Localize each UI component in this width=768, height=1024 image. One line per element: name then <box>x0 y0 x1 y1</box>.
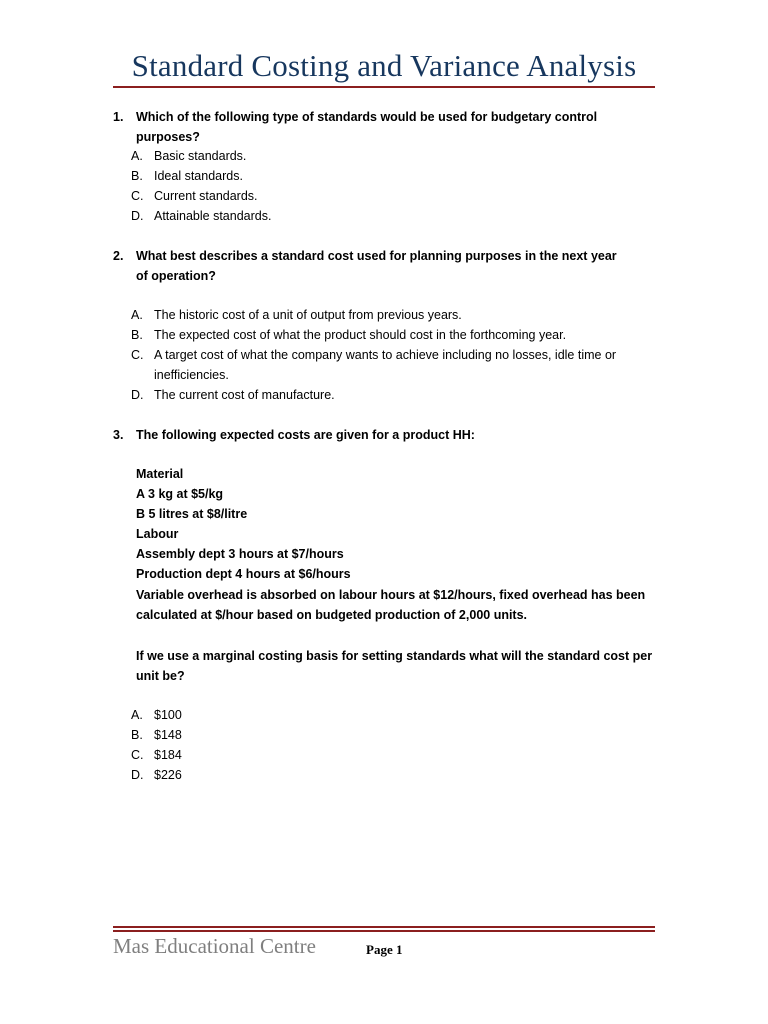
title-divider <box>113 86 655 88</box>
cost-detail-line: Production dept 4 hours at $6/hours <box>136 567 351 581</box>
option-letter: A. <box>131 149 143 163</box>
option-letter: C. <box>131 748 144 762</box>
cost-detail-line: Assembly dept 3 hours at $7/hours <box>136 547 344 561</box>
option-letter: D. <box>131 209 144 223</box>
option-text: A target cost of what the company wants to achieve including no losses, idle time or inefficiencies. <box>154 348 617 382</box>
option-letter: A. <box>131 708 143 722</box>
option-text: The expected cost of what the product should cost in the forthcoming year. <box>154 328 567 342</box>
footer-organization: Mas Educational Centre <box>113 934 316 958</box>
option-text: $226 <box>154 768 182 782</box>
cost-detail-line: Material <box>136 467 184 481</box>
question-number: 2. <box>113 249 124 263</box>
option-letter: B. <box>131 728 143 742</box>
overhead-text: Variable overhead is absorbed on labour hours at $12/hours, fixed overhead has been calculated at $/hour based on budgeted production of 2,000 units. <box>136 588 646 622</box>
option-letter: B. <box>131 328 143 342</box>
footer-divider <box>113 930 655 932</box>
option-text: Basic standards. <box>154 149 247 163</box>
option-letter: D. <box>131 388 144 402</box>
option-text: The historic cost of a unit of output from previous years. <box>154 308 462 322</box>
cost-detail-line: Labour <box>136 527 179 541</box>
question-number: 3. <box>113 428 124 442</box>
option-letter: A. <box>131 308 143 322</box>
question-text: The following expected costs are given for a product HH: <box>136 428 475 442</box>
footer-divider <box>113 926 655 928</box>
cost-detail-line: B 5 litres at $8/litre <box>136 507 248 521</box>
option-text: Attainable standards. <box>154 209 272 223</box>
question-number: 1. <box>113 110 124 124</box>
option-letter: D. <box>131 768 144 782</box>
option-text: $100 <box>154 708 182 722</box>
option-letter: C. <box>131 189 144 203</box>
prompt-text: If we use a marginal costing basis for setting standards what will the standard cost per unit be? <box>136 649 653 683</box>
page-number: Page 1 <box>366 942 403 957</box>
option-text: $148 <box>154 728 182 742</box>
option-text: $184 <box>154 748 182 762</box>
cost-detail-line: A 3 kg at $5/kg <box>136 487 224 501</box>
option-text: Current standards. <box>154 189 258 203</box>
option-text: The current cost of manufacture. <box>154 388 335 402</box>
question-text: What best describes a standard cost used for planning purposes in the next year of operation? <box>136 249 617 283</box>
option-text: Ideal standards. <box>154 169 243 183</box>
question-text: Which of the following type of standards would be used for budgetary control purposes? <box>136 110 598 144</box>
option-letter: B. <box>131 169 143 183</box>
page-title: Standard Costing and Variance Analysis <box>131 48 637 83</box>
option-letter: C. <box>131 348 144 362</box>
